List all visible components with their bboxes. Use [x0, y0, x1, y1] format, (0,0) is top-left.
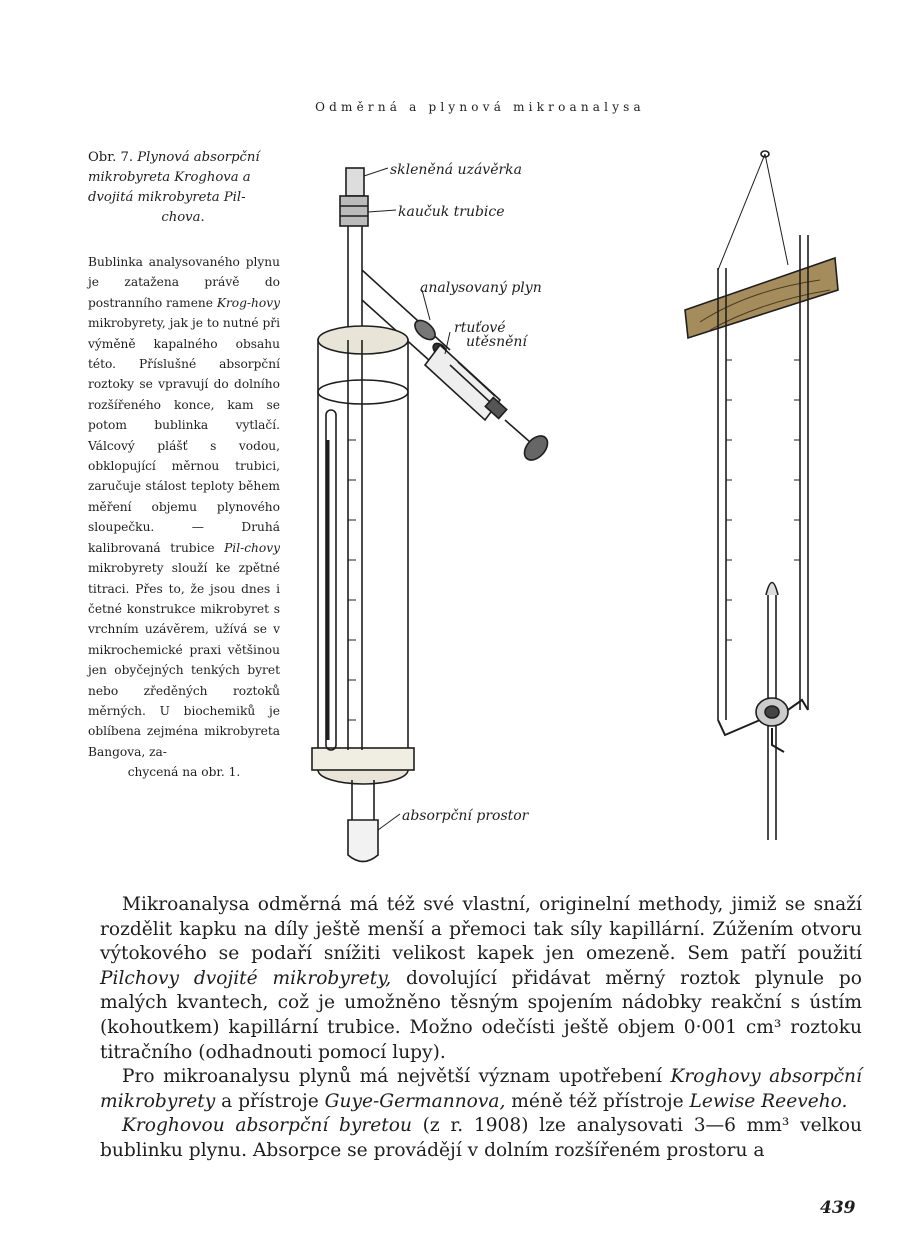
paragraph-text: méně též přístroje: [505, 1090, 690, 1112]
label-mercury-seal-2: utěsnění: [466, 334, 527, 350]
label-rubber-tube: kaučuk trubice: [398, 204, 505, 220]
paragraph-italic: Lewise Reeveho.: [689, 1090, 848, 1112]
paragraph-1: [100, 893, 862, 1065]
caption-title-4: chova.: [161, 210, 205, 225]
paragraph-italic: Pilchovy dvojité mikrobyrety,: [100, 967, 392, 989]
side-text-part: mikrobyrety, jak je to nutné při výměně kapalného obsahu této. Příslušné absorpční roztoky se vpravují do dolního rozšířeného konce, kam se potom bublinka vytlačí. Válcový plášť s vodou, obklopující měrnou trubici, zaručuje stálost teploty během měření objemu plynového sloupečku. — Druhá kalibrovaná trubice: [88, 316, 280, 555]
caption-title-2: mikrobyreta Kroghova a: [88, 170, 251, 185]
caption-title-1: Plynová absorpční: [137, 150, 260, 165]
caption-label: Obr. 7.: [88, 150, 134, 165]
pilch-burette-drawing: [685, 151, 838, 840]
running-head: Odměrná a plynová mikroanalysa: [315, 100, 645, 114]
krogh-burette-drawing: [312, 168, 552, 862]
paragraph-text: Mikroanalysa odměrná má též své vlastní, originelní methody, jimiž se snaží rozdělit kapku na díly ještě menší a přemoci tak síly kapillární. Zúžením otvoru výtokového se podaří snížiti velikost kapek jen omezeně. Sem patří použití: [100, 894, 862, 965]
paragraph-italic: Kroghovy absorpční mikrobyrety: [100, 1066, 862, 1112]
side-text-part: Bublinka analysovaného plynu je zatažena právě do postranního ramene: [88, 255, 280, 310]
figure-illustration: [290, 140, 890, 880]
side-text-italic: Pil-chovy: [224, 540, 280, 555]
paragraph-text: dovolující přidávat měrný roztok plynule po malých kvantech, což je umožněno těsným spojením nádobky reakční s ústím (kohoutkem) kapillární trubice. Možno odečísti ještě objem 0·001 cm³ roztoku titračního (odhadnouti pomocí lupy).: [100, 967, 862, 1063]
main-text: [100, 893, 862, 1164]
side-text-italic: Krog-hovy: [216, 295, 280, 310]
caption-title-3: dvojitá mikrobyreta Pil-: [88, 190, 246, 205]
paragraph-text: (z r. 1908) lze analysovati 3—6 mm³ velkou bublinku plynu. Absorpce se provádějí v dolním rozšířeném prostoru a: [100, 1115, 862, 1161]
figure-caption: [88, 148, 278, 228]
label-glass-stopper: skleněná uzávěrka: [390, 162, 523, 178]
page-number: 439: [820, 1198, 856, 1218]
side-text: [88, 252, 280, 783]
paragraph-italic: Kroghovou absorpční byretou: [122, 1115, 412, 1137]
side-text-part: mikrobyrety slouží ke zpětné titraci. Přes to, že jsou dnes i četné konstrukce mikrobyret s vrchním uzávěrem, užívá se v mikrochemické praxi většinou jen obyčejných tenkých byret nebo zředěných roztoků měrných. U biochemiků je oblíbena zejména mikrobyreta Bangova, za-: [88, 561, 280, 759]
paragraph-3: [100, 1114, 862, 1163]
label-absorption-space: absorpční prostor: [402, 808, 529, 824]
label-mercury-seal-1: rtuťové: [454, 320, 506, 336]
label-analysed-gas: analysovaný plyn: [420, 280, 542, 296]
paragraph-text: Pro mikroanalysu plynů má největší význam upotřebení: [122, 1066, 671, 1088]
paragraph-italic: Guye-Germannova,: [324, 1090, 506, 1112]
side-text-end: chycená na obr. 1.: [127, 765, 241, 780]
paragraph-text: a přístroje: [215, 1090, 325, 1112]
paragraph-2: [100, 1065, 862, 1114]
